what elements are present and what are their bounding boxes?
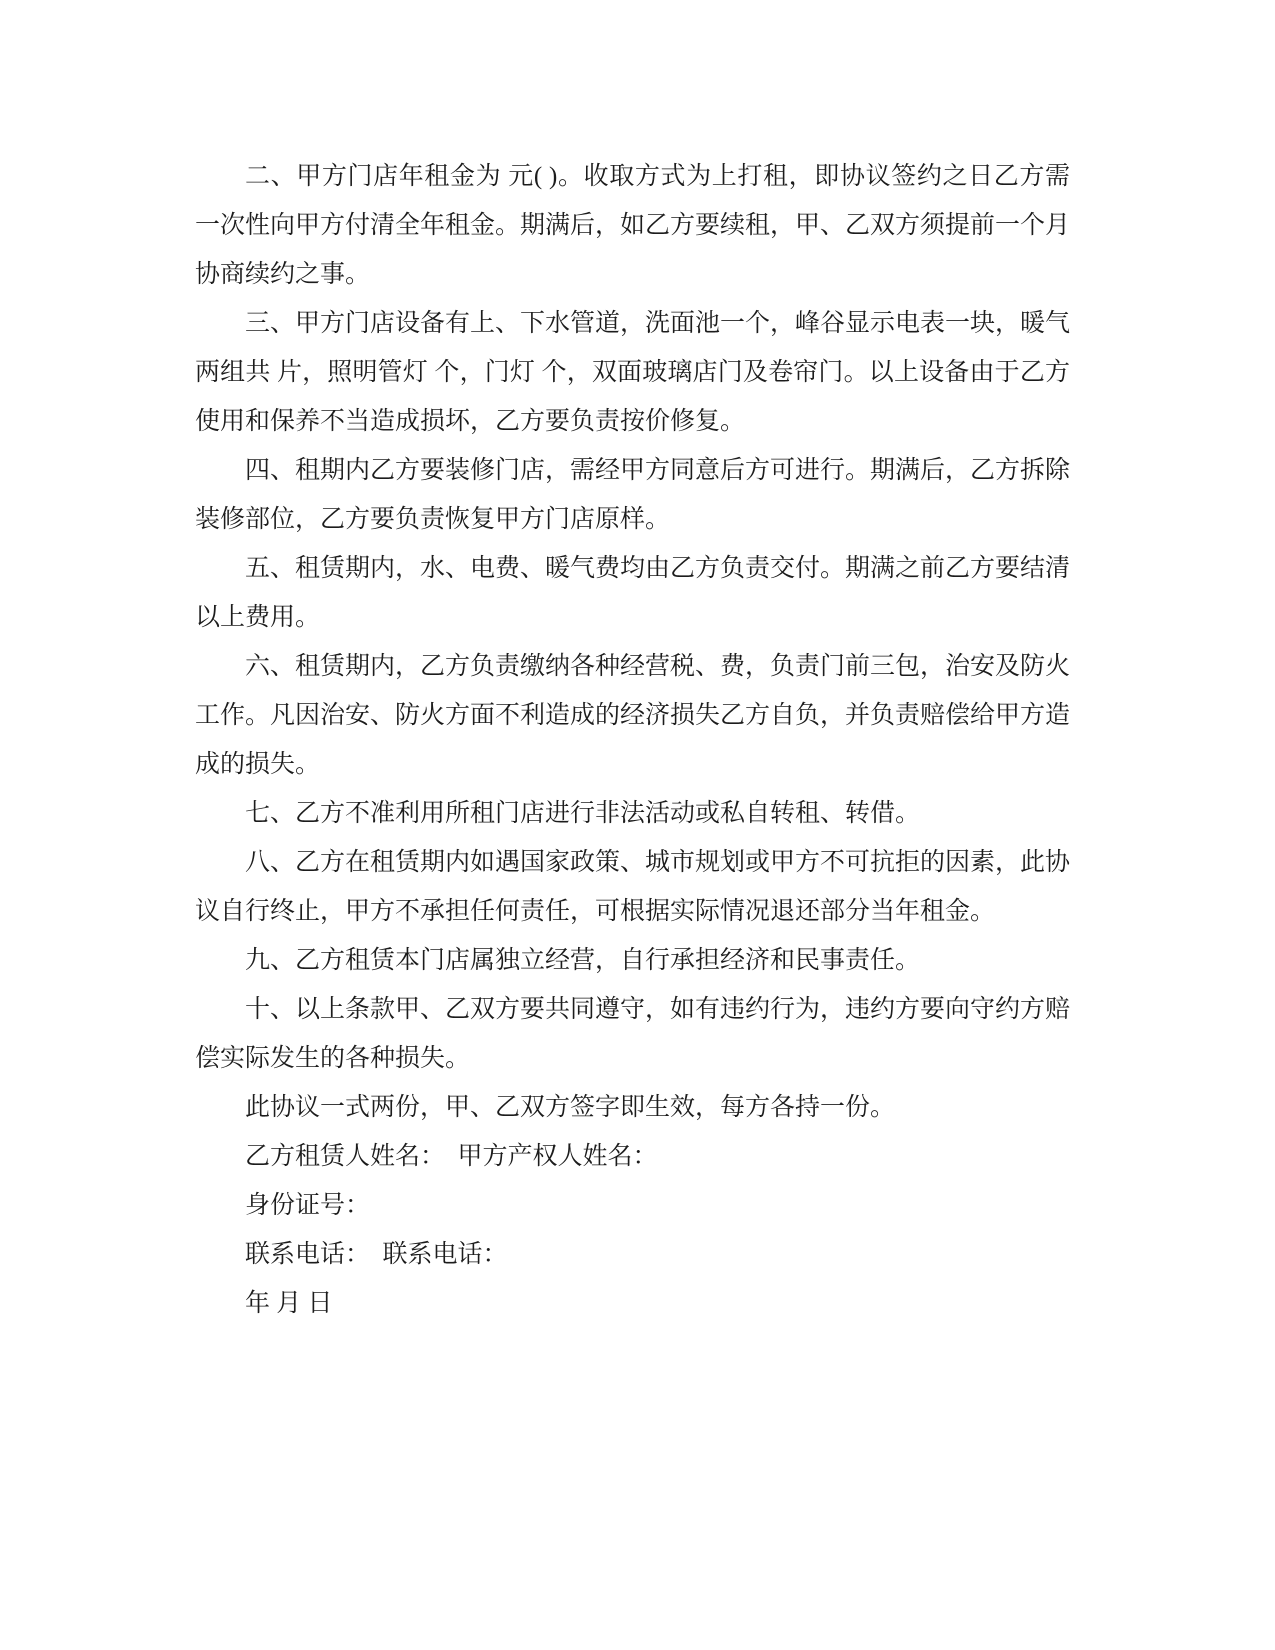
text-line: 偿实际发生的各种损失。 (195, 1045, 471, 1072)
clause-three-paragraph (195, 299, 1070, 446)
text-line: 十、以上条款甲、乙双方要共同遵守，如有违约行为，违约方要向守约方赔 (245, 996, 1071, 1023)
clause-two-paragraph (195, 152, 1070, 299)
text-line: 乙方租赁人姓名： 甲方产权人姓名： (245, 1143, 658, 1170)
signature-names-line (195, 1132, 1070, 1181)
id-number-line (195, 1181, 1070, 1230)
text-line: 九、乙方租赁本门店属独立经营，自行承担经济和民事责任。 (245, 947, 921, 974)
clause-eight-paragraph (195, 838, 1070, 936)
clause-ten-paragraph (195, 985, 1070, 1083)
text-line: 两组共 片，照明管灯 个，门灯 个，双面玻璃店门及卷帘门。以上设备由于乙方 (195, 359, 1070, 386)
text-line: 五、租赁期内，水、电费、暖气费均由乙方负责交付。期满之前乙方要结清 (245, 555, 1071, 582)
text-line: 身份证号： (245, 1192, 371, 1219)
text-line: 协商续约之事。 (195, 261, 371, 288)
text-line: 议自行终止，甲方不承担任何责任，可根据实际情况退还部分当年租金。 (195, 898, 996, 925)
text-line: 此协议一式两份，甲、乙双方签字即生效，每方各持一份。 (245, 1094, 896, 1121)
text-line: 使用和保养不当造成损坏，乙方要负责按价修复。 (195, 408, 746, 435)
clause-five-paragraph (195, 544, 1070, 642)
text-line: 八、乙方在租赁期内如遇国家政策、城市规划或甲方不可抗拒的因素，此协 (245, 849, 1071, 876)
date-line (195, 1279, 1070, 1328)
clause-six-paragraph (195, 642, 1070, 789)
text-line: 一次性向甲方付清全年租金。期满后，如乙方要续租，甲、乙双方须提前一个月 (195, 212, 1071, 239)
text-line: 成的损失。 (195, 751, 321, 778)
text-line: 工作。凡因治安、防火方面不利造成的经济损失乙方自负，并负责赔偿给甲方造 (195, 702, 1071, 729)
text-line: 以上费用。 (195, 604, 321, 631)
text-line: 六、租赁期内，乙方负责缴纳各种经营税、费，负责门前三包，治安及防火 (245, 653, 1071, 680)
text-line: 联系电话： 联系电话： (245, 1241, 508, 1268)
clause-nine-paragraph (195, 936, 1070, 985)
closing-statement (195, 1083, 1070, 1132)
clause-seven-paragraph (195, 789, 1070, 838)
phone-line (195, 1230, 1070, 1279)
text-line: 二、甲方门店年租金为 元( )。收取方式为上打租，即协议签约之日乙方需 (245, 163, 1070, 190)
text-line: 装修部位，乙方要负责恢复甲方门店原样。 (195, 506, 671, 533)
text-line: 七、乙方不准利用所租门店进行非法活动或私自转租、转借。 (245, 800, 921, 827)
text-line: 三、甲方门店设备有上、下水管道，洗面池一个，峰谷显示电表一块，暖气 (245, 310, 1071, 337)
text-line: 四、租期内乙方要装修门店，需经甲方同意后方可进行。期满后，乙方拆除 (245, 457, 1071, 484)
text-line: 年 月 日 (245, 1290, 333, 1317)
clause-four-paragraph (195, 446, 1070, 544)
